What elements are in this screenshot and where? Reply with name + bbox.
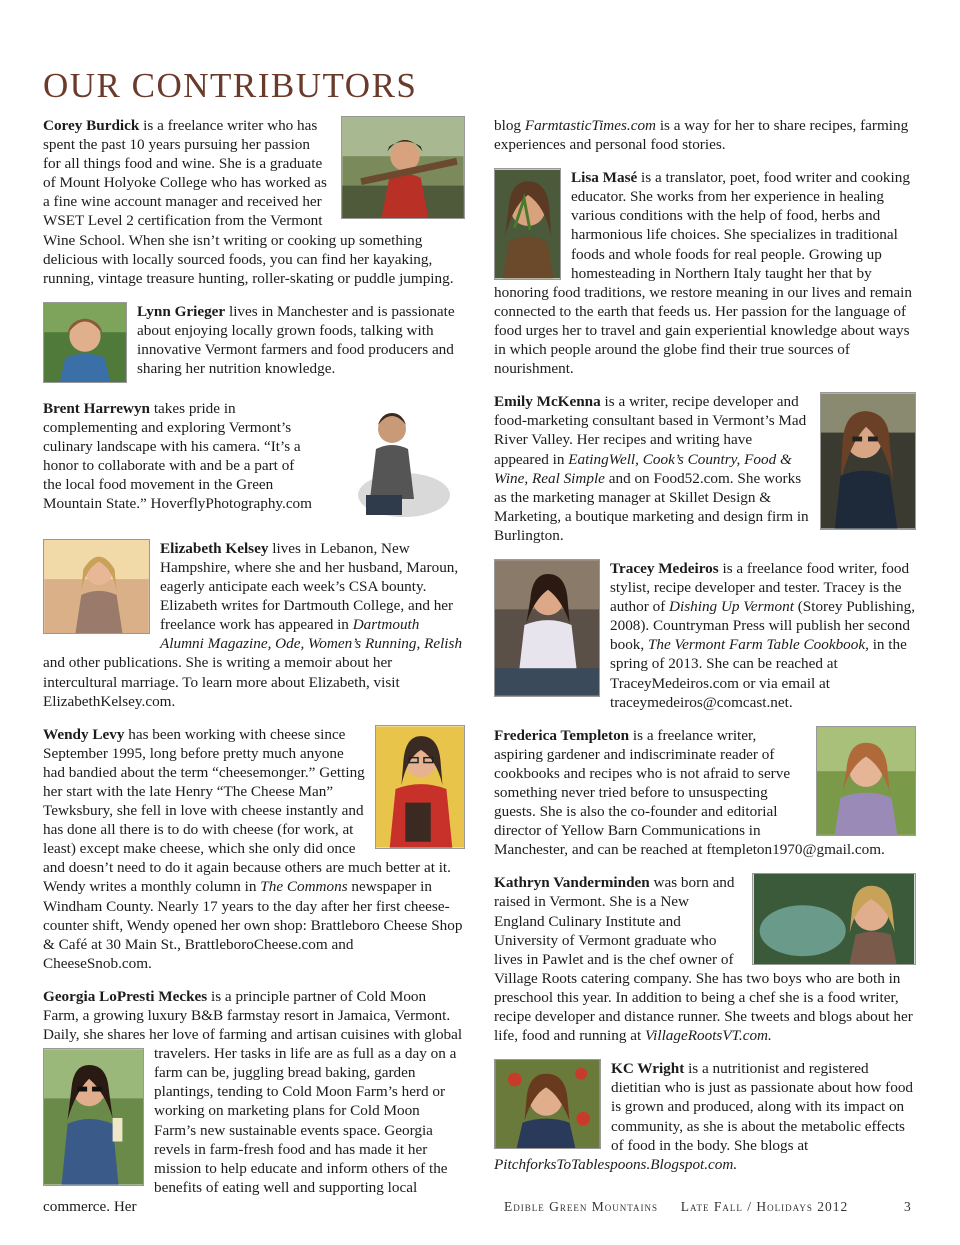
bio-text: Her tasks in life are as full as a day on a farm can be, juggling bread baking, garden plantings, tending to Cold Moon Farm’s herd or working on marketing plans for Cold Moon Farm’s new sustainable events space. Georgia revels in farm-fresh food and has made it her mission to help educate and inform others of the benefits of eating well and supporting local commerce. Her xyxy=(43,1045,457,1215)
lisa-mase-photo xyxy=(494,168,561,280)
bio-text: lives in Lebanon, New Hampshire, where she and her husband, Maroun, eagerly anticipate each week’s CSA bounty. Elizabeth writes for Dartmouth College, and her freelance work has appeared in xyxy=(160,539,459,634)
contributor-name: Lisa Masé xyxy=(571,169,638,187)
bio-text: is a writer, recipe developer and food-marketing consultant based in Vermont’s Mad River Valley. Her recipes and writing have appeared in xyxy=(494,393,807,468)
book-title: Dishing Up Vermont xyxy=(669,598,794,616)
bio-text: is a freelance writer, aspiring gardener and indiscriminate reader of cookbooks and recipes who is not afraid to serve something never tried before to unsuspecting guests. She is also the co-founder and editorial director of Yellow Barn Communications in Manchester, and can be reached at ftempleton1970@gmail.com. xyxy=(494,726,885,859)
contributor-name: Kathryn Vanderminden xyxy=(494,874,650,892)
bio-text: is a way for her to share recipes, farming experiences and personal food stories. xyxy=(494,117,909,154)
blog-link: FarmtasticTimes.com xyxy=(524,117,657,134)
bio-text: (Storey Publishing, 2008). Countryman Press will publish her second book, xyxy=(610,598,916,654)
contributor-name: Georgia LoPresti Meckes xyxy=(43,987,208,1005)
elizabeth-kelsey-photo xyxy=(43,539,150,634)
blog-link: PitchforksToTablespoons.Blogspot.com. xyxy=(494,1155,738,1173)
bio-text: is a freelance writer who has spent the past 10 years pursuing her passion for all things food and wine. She is a graduate of Mount Holyoke College who has worked as a fine wine account manager and received her WSET Level 2 certification from the Vermont Wine School. When she isn’t writing or cooking up something delicious with locally sourced foods, you can find her kayaking, running, vintage treasure hunting, roller-skating or puddle jumping. xyxy=(43,117,454,287)
contributor-name: Frederica Templeton xyxy=(494,726,630,744)
tracey-medeiros-photo xyxy=(494,559,600,697)
bio-georgia-lopresti-meckes xyxy=(43,987,465,1216)
footer-publication xyxy=(504,1199,848,1215)
corey-burdick-photo xyxy=(341,116,465,219)
bio-text: takes pride in complementing and exploring Vermont’s culinary landscape with his camera. “It’s a honor to collaborate with and be a part of the local food movement in the Green Mountain State.” HoverflyPhotography.com xyxy=(43,399,312,513)
page-title: OUR CONTRIBUTORS xyxy=(43,66,418,105)
bio-text: lives in Manchester and is passionate about enjoying locally grown foods, talking with innovative Vermont farmers and food producers and sharing her nutrition knowledge. xyxy=(137,302,455,378)
bio-text: was born and raised in Vermont. She is a New England Culinary Institute and University of Vermont graduate who lives in Pawlet and is the chef owner of Village Roots catering company. She has two boys who are both in preschool this year. In addition to being a chef she is a food writer, recipe developer and distance runner. She tweets and blogs about her life, food and running at xyxy=(494,874,913,1045)
publication-list: EatingWell, Cook’s Country, Food & Wine, Real Simple xyxy=(494,450,792,487)
contributor-name: Brent Harrewyn xyxy=(43,399,151,417)
page-number: 3 xyxy=(904,1199,911,1214)
contributor-name: Elizabeth Kelsey xyxy=(160,539,269,557)
contributor-name: Wendy Levy xyxy=(43,725,125,743)
emily-mckenna-photo xyxy=(820,392,916,530)
book-title: The Vermont Farm Table Cookbook, xyxy=(647,636,869,654)
brent-harrewyn-photo xyxy=(322,399,465,523)
bio-text: and on Food52.com. She works as the marketing manager at Skillet Design & Marketing, a boutique marketing and design firm in Burlington. xyxy=(494,469,809,544)
left-column xyxy=(43,116,465,1216)
publication-list: Dartmouth Alumni Magazine, Ode, Women’s Running, Relish xyxy=(160,616,463,653)
publication-name: The Commons xyxy=(260,878,348,896)
right-column xyxy=(494,116,916,1174)
kc-wright-photo xyxy=(494,1059,601,1149)
wendy-levy-photo xyxy=(375,725,465,849)
bio-georgia-continued xyxy=(494,116,916,154)
contributor-name: Emily McKenna xyxy=(494,393,601,411)
bio-text: has been working with cheese since September 1995, long before pretty much anyone had bandied about the term “cheesemonger.” Getting her start with the late Henry “The Cheese Man” Tewksbury, she fell in love with cheese instantly and has done all there is to do with cheese (for work, at least) except make cheese, which she only did once and doesn’t need to do it again because others are much better at it. Wendy writes a monthly column in xyxy=(43,725,451,896)
bio-text: is a freelance food writer, food stylist, recipe developer and tester. Tracey is the author of xyxy=(610,559,910,616)
contributor-name: KC Wright xyxy=(611,1060,685,1078)
bio-text: is a translator, poet, food writer and cooking educator. She works from her experience in healing various conditions with the help of food, herbs and harmonious life choices. She specializes in traditional foods and whole foods for real people. Growing up homesteading in Northern Italy taught her that by honoring food traditions, we restore meaning in our lives and remain connected to the earth that feeds us. Her passion for the language of food urges her to travel and gain experiential knowledge about ways in which people around the globe find their true sources of nourishment. xyxy=(494,169,912,378)
lynn-grieger-photo xyxy=(43,302,127,383)
contributor-name: Tracey Medeiros xyxy=(610,559,719,577)
bio-text: is a nutritionist and registered dietitian who is just as passionate about how food is grown and produced, along with its impact on community, as she is about the metabolic effects of food in the body. She blogs at xyxy=(611,1060,914,1154)
contributor-name: Corey Burdick xyxy=(43,117,140,134)
georgia-lopresti-meckes-photo xyxy=(43,1048,144,1186)
blog-link: VillageRootsVT.com. xyxy=(645,1027,772,1045)
bio-text: newspaper in Windham County. Nearly 17 years to the day after her first cheese-counter shift, Wendy opened her own shop: Brattleboro Cheese Shop & Café at 30 Main St., BrattleboroCheese.com and CheeseSnob.com. xyxy=(43,878,463,972)
magazine-name: Edible Green Mountains xyxy=(504,1199,659,1214)
issue-name: Late Fall / Holidays 2012 xyxy=(680,1199,849,1214)
frederica-templeton-photo xyxy=(816,726,916,836)
bio-text: and other publications. She is writing a memoir about her intercultural marriage. To learn more about Elizabeth, visit ElizabethKelsey.com. xyxy=(43,654,400,710)
contributor-name: Lynn Grieger xyxy=(137,302,226,320)
bio-text: blog xyxy=(494,117,525,134)
bio-text: is a principle partner of Cold Moon Farm, a growing luxury B&B farmstay resort in Jamaica, Vermont. Daily, she shares her love of farming and artisan cuisines with global travelers. xyxy=(43,987,463,1063)
bio-text: in the spring of 2013. She can be reached at TraceyMedeiros.com or via email at traceymedeiros@comcast.net. xyxy=(610,636,907,711)
kathryn-vanderminden-photo xyxy=(752,873,916,965)
